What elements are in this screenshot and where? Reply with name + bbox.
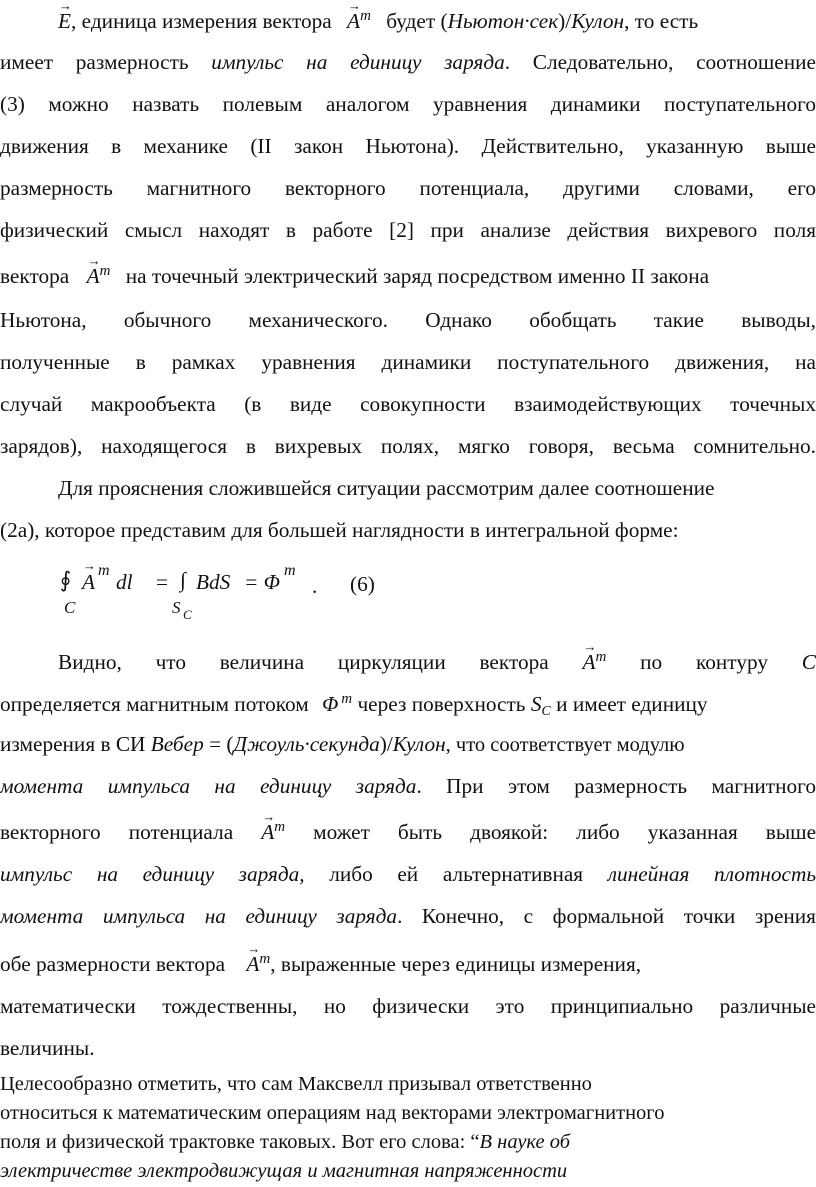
text-line-9: полученные в рамках уравнения динамики поступательного движения, на — [0, 350, 816, 374]
vector-a-symbol: → A — [246, 954, 259, 975]
italic-term: момента импульса на единицу заряда — [0, 904, 398, 928]
text-line-25: относиться к математическим операциям над векторами электромагнитного — [0, 1102, 665, 1124]
text-span: . Конечно, с формальной точки зрения — [397, 904, 816, 928]
text-line-20 — [0, 906, 816, 927]
text-span: = ( — [209, 732, 234, 756]
text-span: . Следовательно, соотношение — [504, 50, 816, 74]
text-line-11: зарядов), находящегося в вихревых полях, мягко говоря, весьма сомнительно. — [0, 434, 816, 458]
text-span: будет ( — [386, 9, 448, 33]
text-span: )/ — [558, 9, 572, 33]
text-span: определяется магнитным потоком — [0, 692, 309, 716]
text-line-13: (2а), которое представим для большей наглядности в интегральной форме: — [0, 518, 679, 542]
text-span: может быть двоякой: либо указанная выше — [313, 820, 816, 844]
italic-term: Вебер — [150, 732, 204, 756]
superscript-m: m — [274, 819, 286, 835]
equation-number: (6) — [350, 572, 375, 596]
text-span: и имеет единицу — [556, 692, 708, 716]
text-line-27: электричестве электродвижущая и магнитная напряженности — [0, 1160, 568, 1182]
vector-a-symbol: → A — [261, 822, 274, 843]
text-line-17 — [0, 776, 816, 797]
italic-term: импульс на единицу заряда — [211, 50, 505, 74]
text-line-16 — [0, 734, 816, 756]
text-line-10: случай макрообъекта (в виде совокупности взаимодействующих точечных — [0, 392, 816, 416]
superscript-m: m — [360, 8, 371, 24]
text-span: векторного потенциала — [0, 820, 234, 844]
vector-a-symbol: → A — [583, 652, 596, 673]
equals-sign: = — [156, 570, 169, 594]
text-line-23: величины. — [0, 1036, 95, 1060]
vector-e-symbol: → E — [58, 11, 71, 32]
text-span: вектора — [0, 264, 70, 288]
text-line-24: Целесообразно отметить, что сам Максвелл призывал ответственно — [0, 1073, 592, 1095]
italic-term: C — [801, 650, 816, 674]
text-span: измерения в СИ — [0, 732, 146, 756]
equation-6 — [58, 560, 398, 630]
integral-symbol: ∫ — [180, 568, 186, 592]
flux-term: = Φ — [244, 570, 280, 594]
flux-symbol: Φ — [322, 692, 339, 716]
text-span: . При этом размерность магнитного — [416, 774, 816, 798]
subscript-c: C — [541, 704, 551, 719]
text-line-5: размерность магнитного векторного потенциала, другими словами, его — [0, 176, 816, 200]
text-span: через поверхность — [357, 692, 526, 716]
bds-term: BdS — [196, 570, 231, 594]
text-line-6: физический смысл находят в работе [2] при анализе действия вихревого поля — [0, 218, 816, 242]
superscript-m: m — [98, 562, 110, 579]
italic-term: Джоуль·секунда — [233, 732, 380, 756]
unit-text: Ньютон·сек — [447, 9, 559, 33]
text-span: , то есть — [624, 9, 699, 33]
vector-a-symbol: → A — [87, 266, 100, 287]
text-line-18 — [0, 820, 816, 843]
contour-label: C — [64, 598, 76, 617]
contour-integral-symbol: ∮ — [60, 568, 72, 592]
text-line-2 — [0, 52, 816, 73]
text-line-7 — [0, 264, 816, 287]
superscript-m: m — [341, 691, 353, 707]
superscript-m: m — [259, 951, 271, 967]
text-span: , единица измерения вектора — [71, 9, 332, 33]
text-line-22: математически тождественны, но физически это принципиально различные — [0, 994, 816, 1018]
text-span: Видно, что величина циркуляции вектора — [58, 650, 549, 674]
text-line-14 — [58, 650, 816, 673]
superscript-m: m — [284, 562, 296, 579]
vector-a-symbol: → A — [347, 11, 360, 32]
superscript-m: m — [99, 263, 111, 279]
text-span: )/ — [379, 732, 393, 756]
quote-text: В науке об — [479, 1131, 571, 1153]
text-span: , выраженные через единицы измерения, — [270, 952, 642, 976]
italic-term: линейная плотность — [607, 862, 816, 886]
superscript-m: m — [595, 649, 607, 665]
text-span: по контуру — [640, 650, 768, 674]
text-span: имеет размерность — [0, 50, 189, 74]
italic-term: Кулон — [392, 732, 446, 756]
text-line-3: (3) можно назвать полевым аналогом уравнения динамики поступательного — [0, 92, 816, 116]
text-span: обе размерности вектора — [0, 952, 226, 976]
text-line-8: Ньютона, обычного механического. Однако обобщать такие выводы, — [0, 308, 816, 332]
text-line-21 — [0, 952, 816, 975]
text-line-26 — [0, 1132, 816, 1153]
italic-term: импульс на единицу заряда, — [0, 862, 305, 886]
text-span: , что соответствует модулю — [445, 734, 685, 756]
period: . — [312, 574, 318, 598]
text-line-12: Для прояснения сложившейся ситуации рассмотрим далее соотношение — [58, 476, 715, 500]
vector-a-symbol: → A — [82, 570, 95, 595]
text-line-4: движения в механике (II закон Ньютона). Действительно, указанную выше — [0, 134, 816, 158]
surface-symbol: S — [530, 692, 542, 716]
italic-term: момента импульса на единицу заряда — [0, 774, 417, 798]
text-span: либо ей альтернативная — [329, 862, 584, 886]
text-line-19 — [0, 864, 816, 885]
text-span: на точечный электрический заряд посредством именно II закона — [125, 264, 710, 288]
unit-text: Кулон — [571, 9, 625, 33]
dl-term: dl — [116, 570, 133, 594]
text-span: поля и физической трактовке таковых. Вот его слова: “ — [0, 1131, 480, 1153]
surface-label-subscript: C — [183, 607, 192, 622]
surface-label: S — [172, 598, 181, 617]
text-line-15 — [0, 692, 816, 719]
text-line-1 — [58, 9, 816, 32]
